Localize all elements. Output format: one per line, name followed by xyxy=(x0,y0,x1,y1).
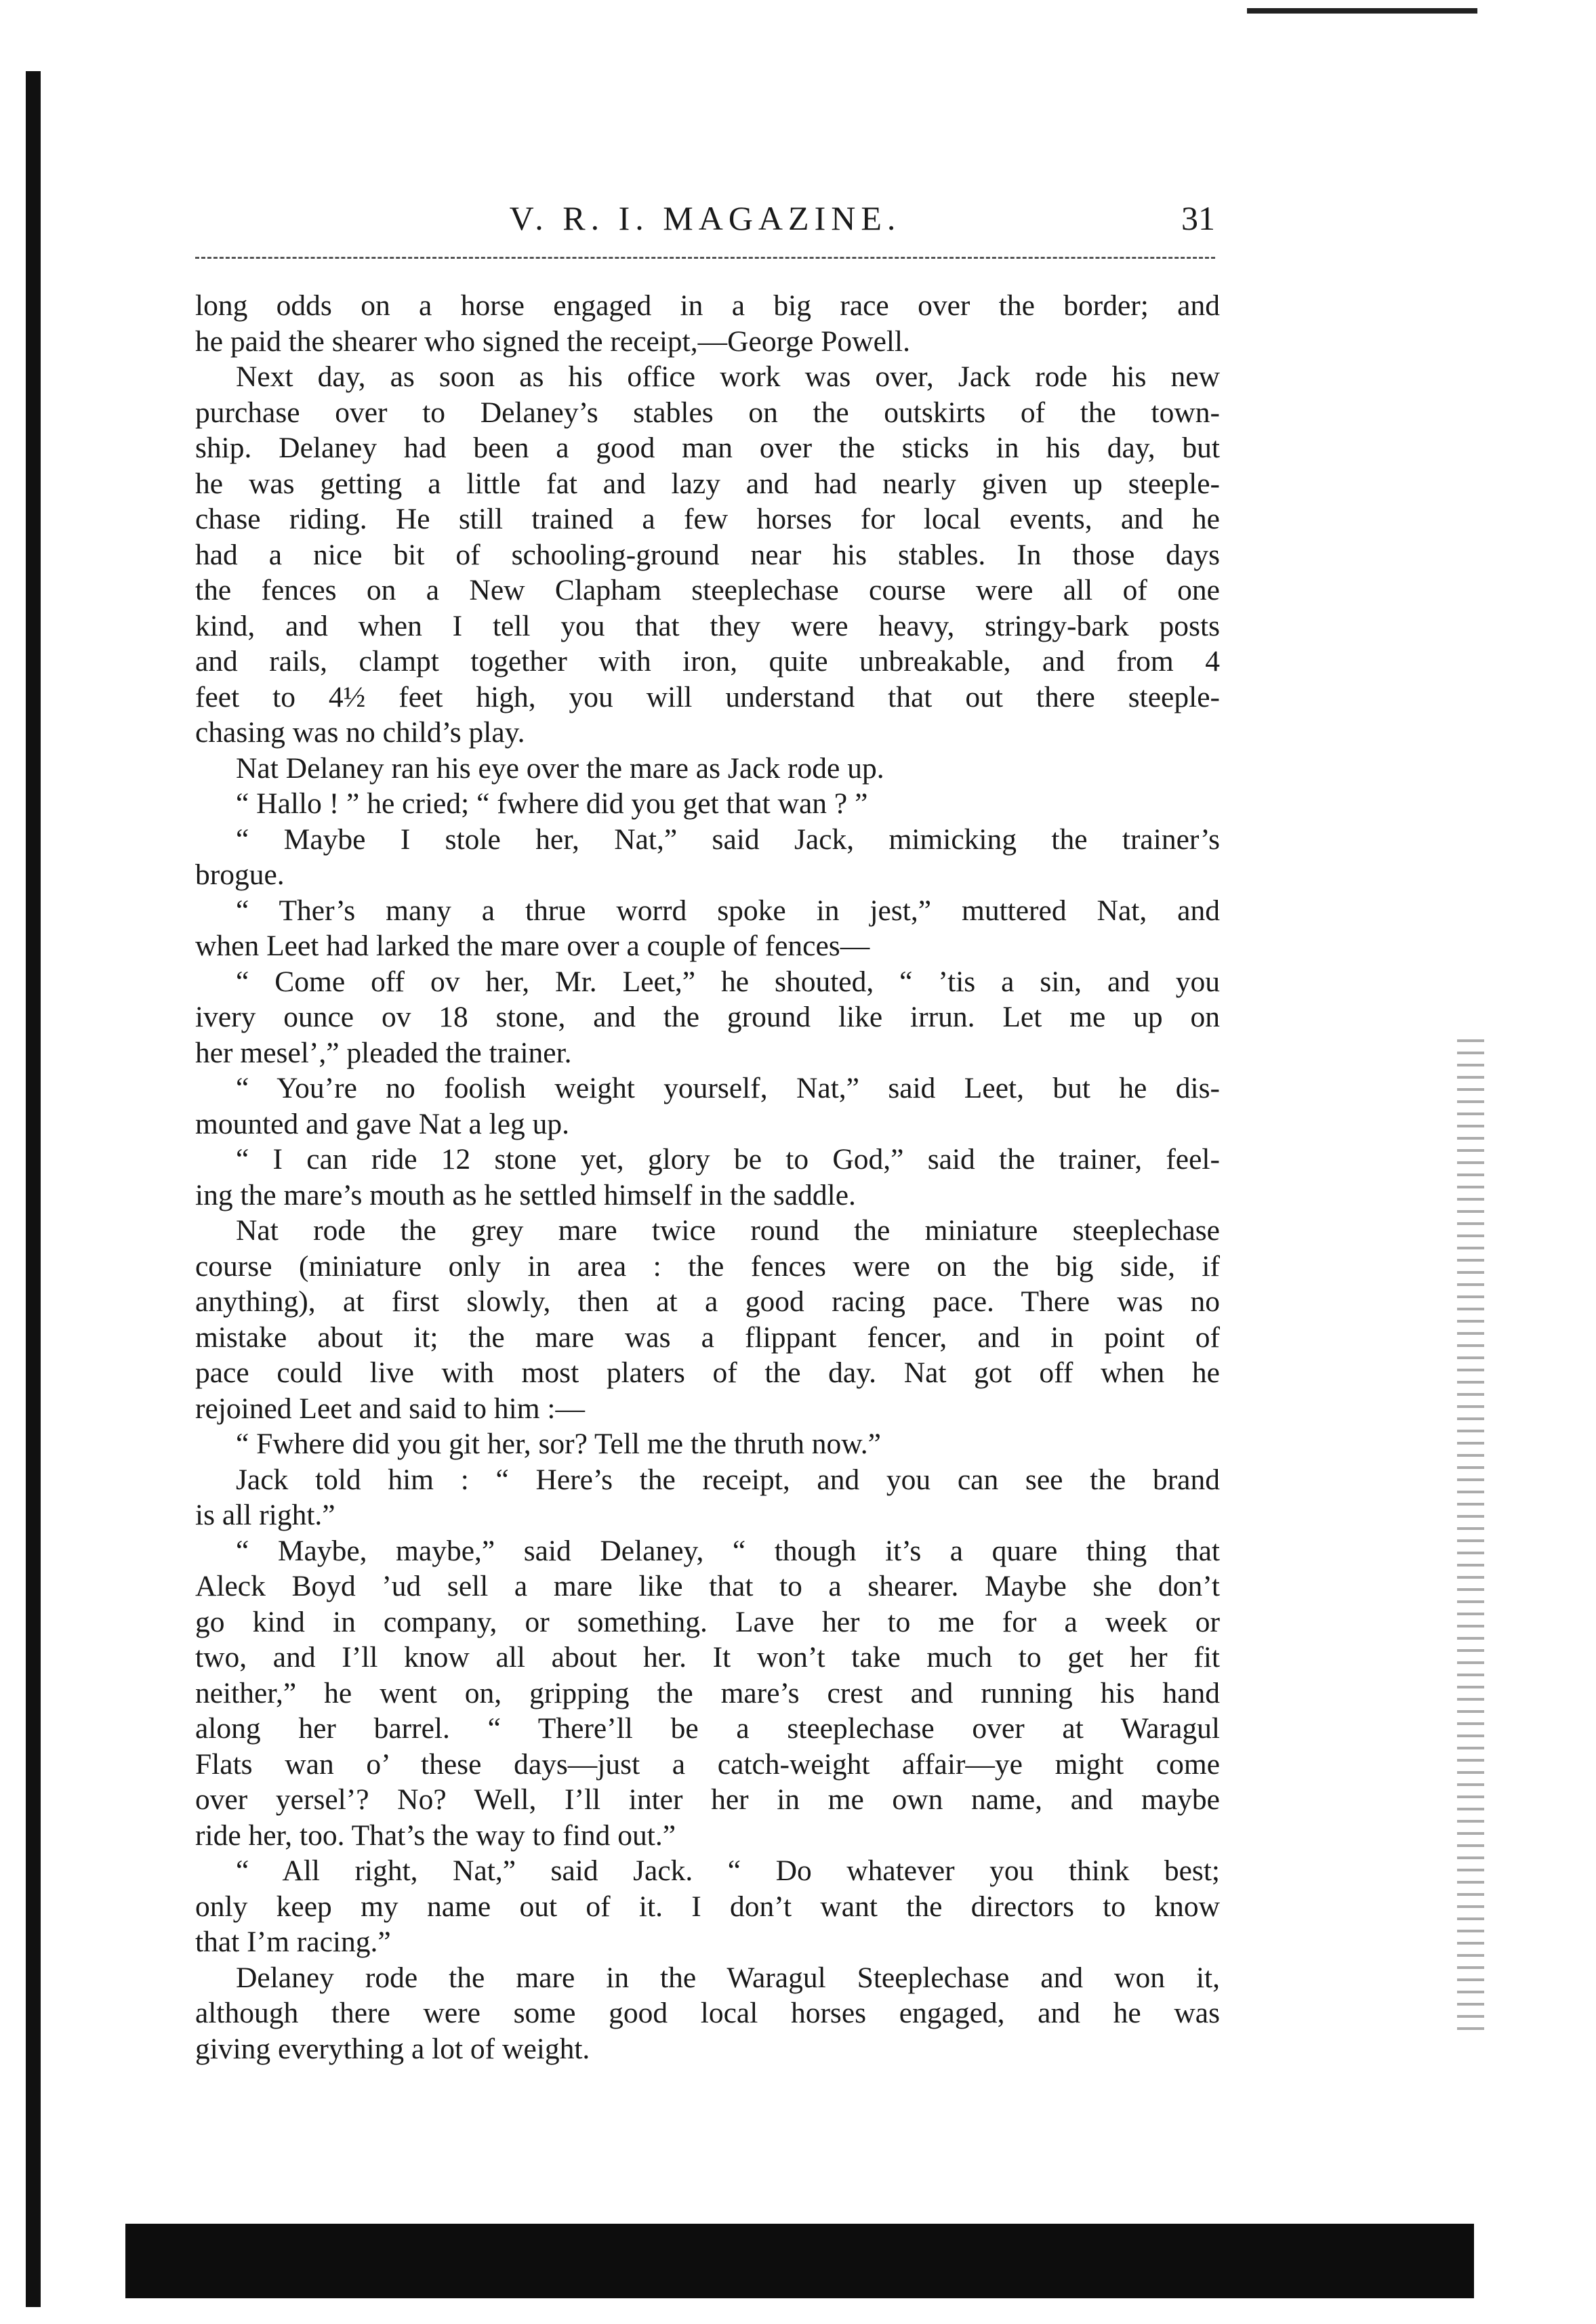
text-line: “ Ther’s many a thrue worrd spoke in jest,” muttered Nat, and xyxy=(236,894,1220,927)
text-line: and rails, clampt together with iron, quite unbreakable, and from 4 xyxy=(195,645,1220,678)
header-rule xyxy=(195,257,1215,259)
text-line: that I’m racing.” xyxy=(195,1926,391,1958)
text-line: “ You’re no foolish weight yourself, Nat,” said Leet, but he dis- xyxy=(236,1072,1220,1104)
text-line: chase riding. He still trained a few horses for local events, and he xyxy=(195,503,1220,535)
text-line: ivery ounce ov 18 stone, and the ground like irrun. Let me up on xyxy=(195,1001,1220,1033)
text-line: along her barrel. “ There’ll be a steeplechase over at Waragul xyxy=(195,1712,1220,1745)
text-line: “ I can ride 12 stone yet, glory be to God,” said the trainer, feel- xyxy=(236,1143,1220,1176)
text-line: giving everything a lot of weight. xyxy=(195,2032,590,2065)
article-body xyxy=(195,288,1220,2067)
page-edge-shadow-top xyxy=(1247,8,1477,14)
text-line: neither,” he went on, gripping the mare’s crest and running his hand xyxy=(195,1676,1220,1709)
text-line: pace could live with most platers of the day. Nat got off when he xyxy=(195,1356,1220,1389)
page-number: 31 xyxy=(1181,199,1215,237)
text-line: when Leet had larked the mare over a couple of fences— xyxy=(195,930,870,962)
text-line: Nat Delaney ran his eye over the mare as Jack rode up. xyxy=(236,751,884,785)
text-line: “ Maybe I stole her, Nat,” said Jack, mimicking the trainer’s xyxy=(236,823,1220,856)
text-line: “ Fwhere did you git her, sor? Tell me the thruth now.” xyxy=(236,1428,881,1460)
text-line: he was getting a little fat and lazy and had nearly given up steeple- xyxy=(195,467,1220,500)
text-line: long odds on a horse engaged in a big race over the border; and xyxy=(195,289,1220,322)
text-line: only keep my name out of it. I don’t want the directors to know xyxy=(195,1890,1220,1923)
text-line: kind, and when I tell you that they were heavy, stringy-bark posts xyxy=(195,609,1220,642)
text-line: “ All right, Nat,” said Jack. “ Do whatever you think best; xyxy=(236,1854,1220,1887)
text-line: go kind in company, or something. Lave her to me for a week or xyxy=(195,1605,1220,1638)
text-line: ing the mare’s mouth as he settled himself in the saddle. xyxy=(195,1178,856,1211)
page-edge-specks-right xyxy=(1457,1030,1484,2033)
text-line: ship. Delaney had been a good man over the sticks in his day, but xyxy=(195,432,1220,464)
text-line: “ Hallo ! ” he cried; “ fwhere did you get that wan ? ” xyxy=(236,787,868,820)
running-header xyxy=(195,193,1215,261)
text-line: mistake about it; the mare was a flippant fencer, and in point of xyxy=(195,1321,1220,1354)
page-edge-shadow-left xyxy=(26,71,41,2307)
text-line: he paid the shearer who signed the receipt,—George Powell. xyxy=(195,325,910,358)
text-line: over yersel’? No? Well, I’ll inter her in me own name, and maybe xyxy=(195,1783,1220,1816)
text-line: Delaney rode the mare in the Waragul Steeplechase and won it, xyxy=(236,1961,1220,1994)
text-line: mounted and gave Nat a leg up. xyxy=(195,1107,570,1140)
text-line: two, and I’ll know all about her. It won’t take much to get her fit xyxy=(195,1641,1220,1674)
text-line: her mesel’,” pleaded the trainer. xyxy=(195,1036,572,1069)
text-line: Nat rode the grey mare twice round the miniature steeplechase xyxy=(236,1214,1220,1247)
text-line: rejoined Leet and said to him :— xyxy=(195,1392,586,1425)
text-line: brogue. xyxy=(195,858,285,891)
text-line: Jack told him : “ Here’s the receipt, and you can see the brand xyxy=(236,1463,1220,1496)
text-line: anything), at first slowly, then at a good racing pace. There was no xyxy=(195,1285,1220,1318)
text-line: Flats wan o’ these days—just a catch-weight affair—ye might come xyxy=(195,1747,1220,1781)
text-line: is all right.” xyxy=(195,1499,335,1531)
page-edge-shadow-bottom xyxy=(125,2224,1474,2298)
text-line: chasing was no child’s play. xyxy=(195,716,525,749)
text-line: purchase over to Delaney’s stables on the outskirts of the town- xyxy=(195,396,1220,429)
text-line: feet to 4½ feet high, you will understand that out there steeple- xyxy=(195,680,1220,713)
text-line: course (miniature only in area : the fences were on the big side, if xyxy=(195,1249,1220,1283)
text-line: “ Come off ov her, Mr. Leet,” he shouted, “ ’tis a sin, and you xyxy=(236,965,1220,998)
text-line: ride her, too. That’s the way to find out.” xyxy=(195,1819,676,1852)
text-line: Next day, as soon as his office work was over, Jack rode his new xyxy=(236,360,1220,393)
text-line: the fences on a New Clapham steeplechase course were all of one xyxy=(195,574,1220,606)
text-line: had a nice bit of schooling-ground near his stables. In those days xyxy=(195,538,1220,571)
text-line: “ Maybe, maybe,” said Delaney, “ though it’s a quare thing that xyxy=(236,1534,1220,1567)
magazine-title: V. R. I. MAGAZINE. xyxy=(509,199,901,237)
text-line: Aleck Boyd ’ud sell a mare like that to a shearer. Maybe she don’t xyxy=(195,1570,1220,1602)
text-line: although there were some good local horses engaged, and he was xyxy=(195,1997,1220,2029)
